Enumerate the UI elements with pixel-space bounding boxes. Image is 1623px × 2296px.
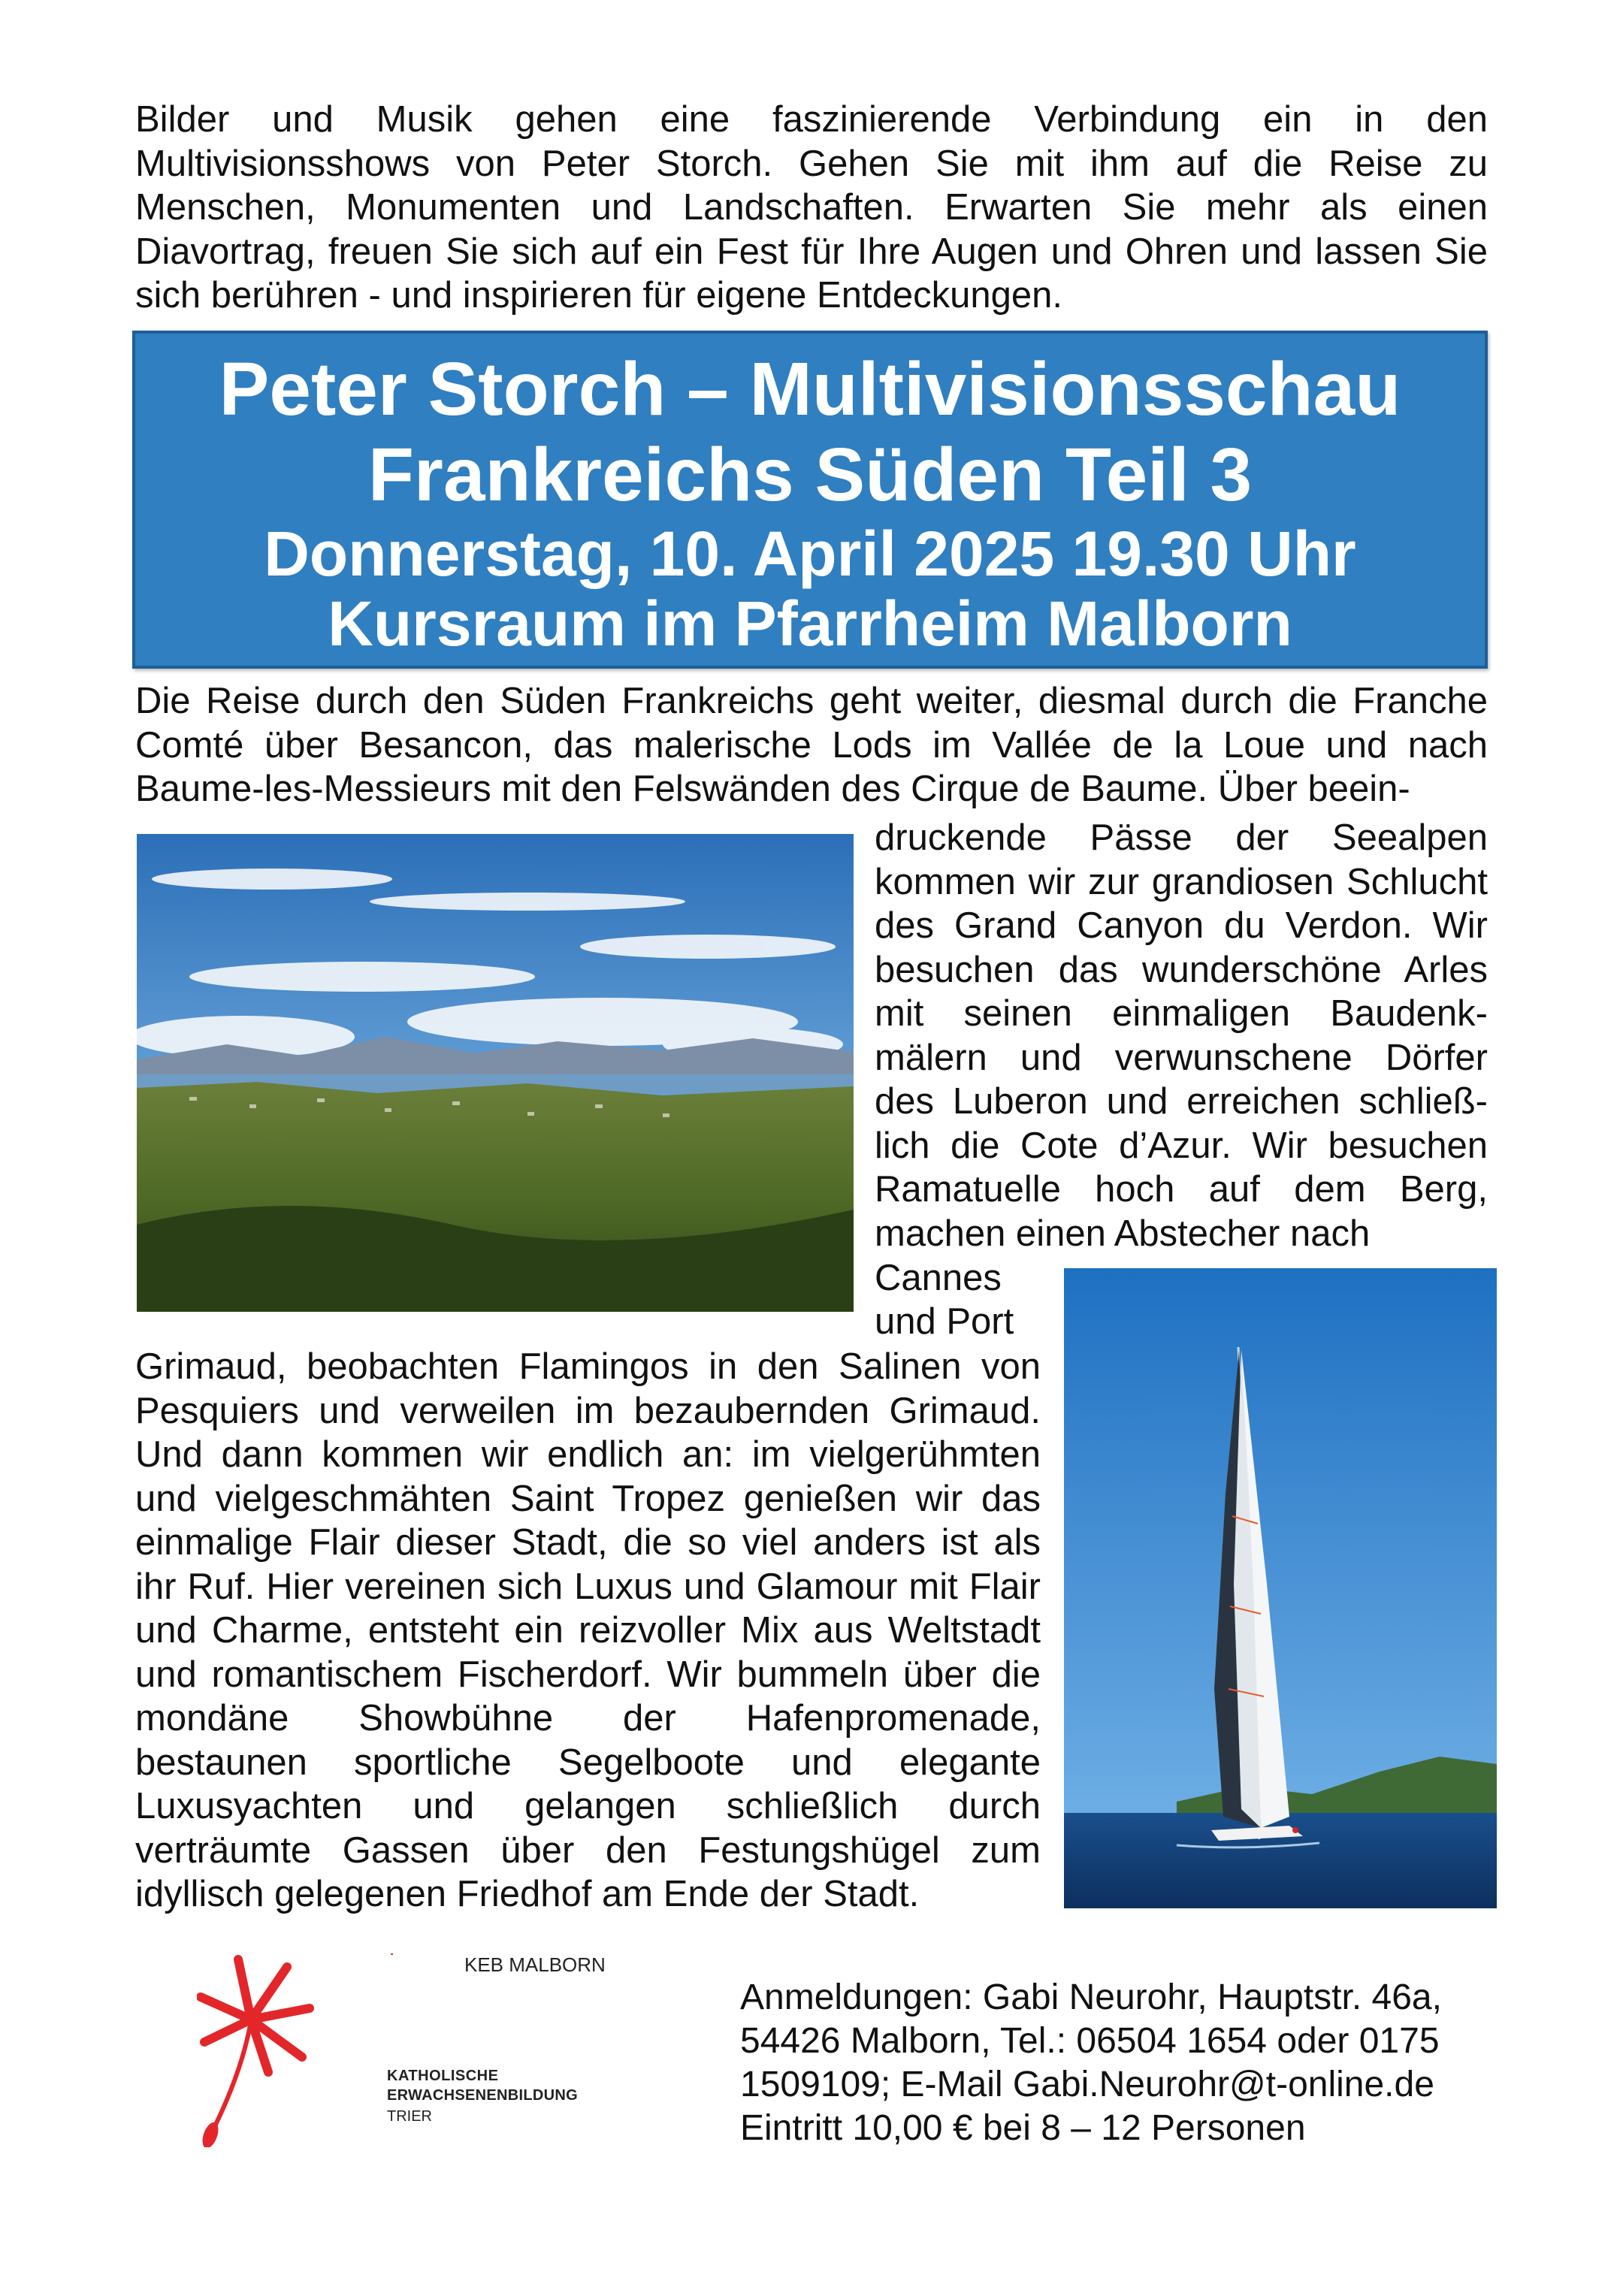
contact-line-4: Eintritt 10,00 € bei 8 – 12 Personen (740, 2108, 1306, 2148)
registration-info (740, 1976, 1492, 2150)
banner-date: Donnerstag, 10. April 2025 19.30 Uhr (264, 518, 1356, 589)
logo-accent-mark (391, 1953, 393, 1955)
banner-title: Peter Storch – Multivisionsschau (219, 347, 1401, 431)
body-paragraph-start: Die Reise durch den Süden Frankreichs geht weiter, diesmal durch die Franche Comté über Besancon, das malerische Lods im Vallée de la Loue und nach Baume-les-Messieurs mit den Felswänden des Cirque de Baume. Über beein- (135, 681, 1488, 809)
keb-flower-logo (197, 1952, 326, 2147)
logo-line-3: TRIER (387, 2108, 432, 2125)
contact-line-2: 54426 Malborn, Tel.: 06504 1654 oder 0175 (740, 2021, 1440, 2061)
logo-title: KEB MALBORN (464, 1953, 606, 1976)
event-banner (132, 331, 1488, 669)
banner-subtitle: Frankreichs Süden Teil 3 (367, 433, 1253, 517)
logo-line-1: KATHOLISCHE (387, 2068, 499, 2084)
body-word-port: und Port (875, 1301, 1014, 1342)
intro-paragraph: Bilder und Musik gehen eine faszinierende Verbindung ein in den Multivisionsshows von Peter Storch. Gehen Sie mit ihm auf die Reise zu Menschen, Monumenten und Landschaften. Erwarten Sie mehr als einen Diavortrag, freuen Sie sich auf ein Fest für Ihre Augen und Ohren und lassen Sie sich berühren - und inspirieren für eigene Entdeckungen. (135, 99, 1488, 316)
body-word-cannes: Cannes (875, 1258, 1002, 1298)
body-paragraph-wrap: druckende Pässe der Seealpen kommen wir zur grandiosen Schlucht des Grand Canyon du Verdon. Wir besuchen das wunderschöne Arles mit seinen einmaligen Baudenk-mälern und verwunschene Dörfer des Luberon und erreichen schließ-lich die Cote d’Azur. Wir besuchen Ramatuelle hoch auf dem Berg, machen einen Abstecher nach (875, 817, 1488, 1254)
sailboat-photo (1064, 1268, 1497, 1908)
contact-line-3: 1509109; E-Mail Gabi.Neurohr@t-online.de (740, 2065, 1434, 2104)
landscape-photo (137, 834, 854, 1312)
body-paragraph-end: Grimaud, beobachten Flamingos in den Salinen von Pesquiers und verweilen im bezaubernden Grimaud. Und dann kommen wir endlich an: im vielgerühmten und vielgeschmähten Saint Tropez genießen wir das einmalige Flair dieser Stadt, die so viel anders ist als ihr Ruf. Hier vereinen sich Luxus und Glamour mit Flair und Charme, entsteht ein reizvoller Mix aus Weltstadt und romantischem Fischerdorf. Wir bummeln über die mondäne Showbühne der Hafenpromenade, bestaunen sportliche Segelboote und elegante Luxusyachten und gelangen schließlich durch verträumte Gassen über den Festungshügel zum idyllisch gelegenen Friedhof am Ende der Stadt. (135, 1346, 1041, 1914)
contact-line-1: Anmeldungen: Gabi Neurohr, Hauptstr. 46a, (740, 1977, 1442, 2017)
banner-location: Kursraum im Pfarrheim Malborn (328, 588, 1292, 659)
logo-line-2: ERWACHSENENBILDUNG (387, 2087, 578, 2104)
